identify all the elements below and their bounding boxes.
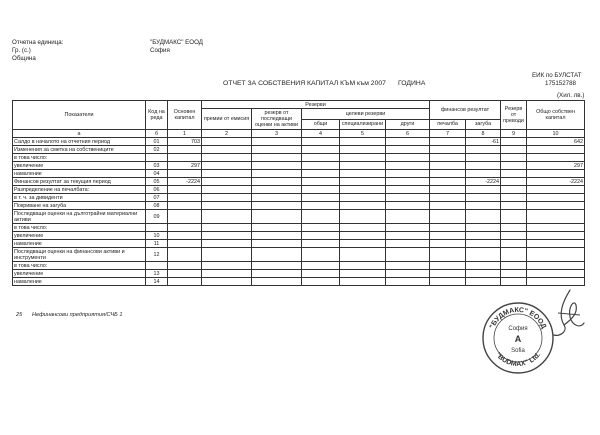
cell-general — [302, 178, 340, 186]
num-2: 2 — [202, 130, 252, 138]
table-row — [13, 240, 585, 248]
table-row — [13, 232, 585, 240]
cell-code: 04 — [146, 170, 168, 178]
cell-capital — [168, 154, 202, 162]
table-row — [13, 178, 585, 186]
cell-code: 14 — [146, 278, 168, 286]
cell-loss — [466, 194, 501, 202]
cell-loss — [466, 162, 501, 170]
cell-specialized — [340, 210, 386, 224]
num-a: а — [13, 130, 146, 138]
cell-profit — [430, 278, 466, 286]
cell-label: Покриване на загуба — [13, 202, 146, 210]
cell-capital — [168, 186, 202, 194]
cell-revaluation — [252, 232, 302, 240]
table-row — [13, 154, 585, 162]
city-value: София — [150, 47, 170, 54]
cell-label: в това число: — [13, 154, 146, 162]
report-title-suffix: ГОДИНА — [398, 80, 426, 87]
table-row — [13, 194, 585, 202]
cell-general — [302, 138, 340, 146]
cell-revaluation — [252, 154, 302, 162]
cell-code: 10 — [146, 232, 168, 240]
signature — [540, 285, 590, 345]
cell-revaluation — [252, 138, 302, 146]
table-row — [13, 262, 585, 270]
cell-code: 11 — [146, 240, 168, 248]
cell-capital — [168, 146, 202, 154]
cell-specialized — [340, 240, 386, 248]
cell-specialized — [340, 224, 386, 232]
cell-transfer — [501, 210, 527, 224]
cell-revaluation — [252, 186, 302, 194]
cell-label: Финансов резултат за текущия период — [13, 178, 146, 186]
cell-transfer — [501, 138, 527, 146]
cell-label: намаление — [13, 240, 146, 248]
col-profit: печалба — [430, 119, 466, 130]
cell-total — [527, 154, 585, 162]
city-label: Гр. (с.) — [12, 47, 31, 54]
col-reserves: Резерви — [202, 101, 430, 109]
cell-profit — [430, 248, 466, 262]
cell-general — [302, 146, 340, 154]
cell-transfer — [501, 224, 527, 232]
stamp-letter: A — [514, 334, 522, 344]
cell-total — [527, 224, 585, 232]
cell-loss — [466, 278, 501, 286]
cell-profit — [430, 202, 466, 210]
cell-premium — [202, 202, 252, 210]
cell-code: 06 — [146, 186, 168, 194]
cell-loss: -2224 — [466, 178, 501, 186]
cell-capital — [168, 262, 202, 270]
cell-general — [302, 170, 340, 178]
num-4: 4 — [302, 130, 340, 138]
numbering-row — [13, 130, 585, 138]
table-row — [13, 146, 585, 154]
table-row — [13, 170, 585, 178]
cell-specialized — [340, 194, 386, 202]
table-row — [13, 202, 585, 210]
cell-code: 02 — [146, 146, 168, 154]
col-code: Код на реда — [146, 101, 168, 130]
cell-loss — [466, 202, 501, 210]
table-row — [13, 138, 585, 146]
cell-transfer — [501, 170, 527, 178]
unit-value: "БУДМАКС" ЕООД — [150, 39, 203, 46]
cell-transfer — [501, 194, 527, 202]
cell-capital: 703 — [168, 138, 202, 146]
cell-premium — [202, 194, 252, 202]
cell-profit — [430, 138, 466, 146]
cell-other — [386, 210, 430, 224]
cell-specialized — [340, 202, 386, 210]
cell-code: 13 — [146, 270, 168, 278]
cell-capital — [168, 224, 202, 232]
cell-transfer — [501, 202, 527, 210]
municipality-label: Община — [12, 55, 36, 62]
cell-transfer — [501, 146, 527, 154]
cell-premium — [202, 162, 252, 170]
cell-total — [527, 170, 585, 178]
cell-profit — [430, 210, 466, 224]
cell-code: 01 — [146, 138, 168, 146]
cell-transfer — [501, 262, 527, 270]
num-3: 3 — [252, 130, 302, 138]
cell-loss — [466, 186, 501, 194]
cell-general — [302, 262, 340, 270]
cell-label: Салдо в началото на отчетния период — [13, 138, 146, 146]
cell-profit — [430, 194, 466, 202]
cell-code: 12 — [146, 248, 168, 262]
cell-loss — [466, 154, 501, 162]
cell-total — [527, 270, 585, 278]
num-10: 10 — [527, 130, 585, 138]
cell-label: увеличение — [13, 232, 146, 240]
table-row — [13, 278, 585, 286]
cell-specialized — [340, 232, 386, 240]
cell-loss — [466, 248, 501, 262]
cell-other — [386, 154, 430, 162]
col-indicators: Показатели — [13, 101, 146, 130]
cell-capital — [168, 240, 202, 248]
cell-profit — [430, 262, 466, 270]
cell-other — [386, 146, 430, 154]
cell-general — [302, 154, 340, 162]
cell-total — [527, 202, 585, 210]
table-row — [13, 186, 585, 194]
cell-general — [302, 232, 340, 240]
cell-code: 09 — [146, 210, 168, 224]
cell-total — [527, 146, 585, 154]
cell-profit — [430, 240, 466, 248]
col-revaluation: резерв от последващи оценки на активи — [252, 109, 302, 130]
cell-label: в това число: — [13, 224, 146, 232]
cell-premium — [202, 186, 252, 194]
cell-code: 08 — [146, 202, 168, 210]
cell-loss — [466, 270, 501, 278]
cell-capital — [168, 194, 202, 202]
cell-loss — [466, 262, 501, 270]
cell-premium — [202, 138, 252, 146]
cell-specialized — [340, 138, 386, 146]
cell-label: Последващи оценки на финансови активи и инструменти — [13, 248, 146, 262]
cell-capital: 297 — [168, 162, 202, 170]
cell-label: в т. ч. за дивиденти — [13, 194, 146, 202]
cell-label: Изменения за сметка на собствениците — [13, 146, 146, 154]
cell-other — [386, 248, 430, 262]
cell-premium — [202, 270, 252, 278]
cell-profit — [430, 186, 466, 194]
cell-general — [302, 202, 340, 210]
cell-transfer — [501, 248, 527, 262]
cell-specialized — [340, 162, 386, 170]
cell-premium — [202, 278, 252, 286]
cell-capital — [168, 202, 202, 210]
cell-transfer — [501, 162, 527, 170]
cell-other — [386, 240, 430, 248]
num-5: 5 — [340, 130, 386, 138]
cell-loss — [466, 146, 501, 154]
col-total: Общо собствен капитал — [527, 101, 585, 130]
footer-text: Нефинансови предприятия/СЧБ 1 — [32, 312, 123, 318]
cell-label: увеличение — [13, 270, 146, 278]
cell-general — [302, 224, 340, 232]
cell-loss — [466, 224, 501, 232]
cell-label: намаление — [13, 170, 146, 178]
num-8: 8 — [466, 130, 501, 138]
cell-total: 297 — [527, 162, 585, 170]
col-capital: Основен капитал — [168, 101, 202, 130]
cell-total: -2224 — [527, 178, 585, 186]
col-general: общи — [302, 119, 340, 130]
header-row-1 — [13, 101, 585, 109]
cell-transfer — [501, 278, 527, 286]
stamp-latin-city: Sofia — [511, 348, 525, 354]
cell-code — [146, 262, 168, 270]
col-loss: загуба — [466, 119, 501, 130]
cell-capital — [168, 270, 202, 278]
cell-label: Последващи оценки на дълготрайни материални активи — [13, 210, 146, 224]
cell-other — [386, 224, 430, 232]
cell-general — [302, 162, 340, 170]
cell-other — [386, 170, 430, 178]
cell-loss: -61 — [466, 138, 501, 146]
cell-capital — [168, 170, 202, 178]
cell-other — [386, 262, 430, 270]
cell-total — [527, 262, 585, 270]
cell-specialized — [340, 186, 386, 194]
cell-general — [302, 240, 340, 248]
cell-other — [386, 194, 430, 202]
cell-profit — [430, 232, 466, 240]
stamp-city: София — [508, 326, 528, 332]
currency-label: (Хил. лв.) — [557, 92, 585, 99]
cell-total — [527, 210, 585, 224]
cell-revaluation — [252, 278, 302, 286]
cell-premium — [202, 248, 252, 262]
cell-label: в това число: — [13, 262, 146, 270]
num-1: 1 — [168, 130, 202, 138]
cell-capital — [168, 210, 202, 224]
cell-total — [527, 194, 585, 202]
col-fin-result: финансов резултат — [430, 101, 501, 120]
cell-loss — [466, 240, 501, 248]
cell-transfer — [501, 240, 527, 248]
col-other: други — [386, 119, 430, 130]
cell-profit — [430, 170, 466, 178]
cell-code — [146, 224, 168, 232]
cell-other — [386, 232, 430, 240]
cell-premium — [202, 178, 252, 186]
cell-other — [386, 202, 430, 210]
cell-capital: -2224 — [168, 178, 202, 186]
num-9: 9 — [501, 130, 527, 138]
cell-revaluation — [252, 194, 302, 202]
cell-specialized — [340, 146, 386, 154]
cell-revaluation — [252, 178, 302, 186]
cell-transfer — [501, 232, 527, 240]
num-b: б — [146, 130, 168, 138]
cell-other — [386, 162, 430, 170]
cell-code — [146, 154, 168, 162]
cell-other — [386, 186, 430, 194]
cell-revaluation — [252, 262, 302, 270]
cell-total: 642 — [527, 138, 585, 146]
cell-loss — [466, 210, 501, 224]
cell-premium — [202, 262, 252, 270]
cell-specialized — [340, 270, 386, 278]
cell-other — [386, 270, 430, 278]
equity-report-table — [12, 100, 585, 286]
cell-label: увеличение — [13, 162, 146, 170]
col-target: целеви резерви — [302, 109, 430, 120]
cell-loss — [466, 170, 501, 178]
stamp-top-text: "БУДМАКС" ЕООД — [488, 306, 548, 330]
cell-general — [302, 210, 340, 224]
num-7: 7 — [430, 130, 466, 138]
col-specialized: специализирани — [340, 119, 386, 130]
cell-general — [302, 194, 340, 202]
eik-label: ЕИК по БУЛСТАТ — [532, 72, 582, 79]
cell-general — [302, 278, 340, 286]
cell-transfer — [501, 186, 527, 194]
cell-loss — [466, 232, 501, 240]
cell-premium — [202, 210, 252, 224]
cell-transfer — [501, 154, 527, 162]
cell-premium — [202, 240, 252, 248]
cell-specialized — [340, 262, 386, 270]
cell-profit — [430, 224, 466, 232]
cell-revaluation — [252, 224, 302, 232]
cell-specialized — [340, 278, 386, 286]
cell-other — [386, 278, 430, 286]
cell-other — [386, 138, 430, 146]
cell-label: намаление — [13, 278, 146, 286]
cell-capital — [168, 248, 202, 262]
cell-premium — [202, 232, 252, 240]
cell-revaluation — [252, 248, 302, 262]
cell-total — [527, 248, 585, 262]
cell-total — [527, 232, 585, 240]
page-number: 25 — [16, 312, 23, 318]
table-row — [13, 210, 585, 224]
cell-profit — [430, 146, 466, 154]
cell-revaluation — [252, 170, 302, 178]
cell-specialized — [340, 178, 386, 186]
col-premium: премии от емисия — [202, 109, 252, 130]
cell-profit — [430, 270, 466, 278]
eik-value: 175152788 — [545, 80, 576, 87]
cell-capital — [168, 278, 202, 286]
table-row — [13, 224, 585, 232]
stamp-bottom-text: "BUDMAX" Ltd. — [493, 351, 543, 369]
cell-premium — [202, 170, 252, 178]
cell-code: 05 — [146, 178, 168, 186]
cell-code: 03 — [146, 162, 168, 170]
num-6: 6 — [386, 130, 430, 138]
cell-premium — [202, 146, 252, 154]
cell-transfer — [501, 270, 527, 278]
cell-general — [302, 186, 340, 194]
cell-general — [302, 270, 340, 278]
cell-code: 07 — [146, 194, 168, 202]
cell-transfer — [501, 178, 527, 186]
cell-total — [527, 240, 585, 248]
cell-revaluation — [252, 270, 302, 278]
table-row — [13, 270, 585, 278]
cell-profit — [430, 154, 466, 162]
cell-specialized — [340, 170, 386, 178]
cell-specialized — [340, 248, 386, 262]
cell-premium — [202, 154, 252, 162]
cell-total — [527, 186, 585, 194]
cell-revaluation — [252, 202, 302, 210]
cell-revaluation — [252, 162, 302, 170]
cell-specialized — [340, 154, 386, 162]
cell-revaluation — [252, 210, 302, 224]
cell-general — [302, 248, 340, 262]
cell-label: Разпределение на печалбата: — [13, 186, 146, 194]
col-transfer: Резерв от преводи — [501, 101, 527, 130]
cell-other — [386, 178, 430, 186]
table-row — [13, 248, 585, 262]
cell-capital — [168, 232, 202, 240]
report-title: ОТЧЕТ ЗА СОБСТВЕНИЯ КАПИТАЛ КЪМ към 2007 — [223, 80, 386, 87]
cell-profit — [430, 162, 466, 170]
cell-premium — [202, 224, 252, 232]
cell-profit — [430, 178, 466, 186]
table-body — [13, 138, 585, 286]
cell-revaluation — [252, 240, 302, 248]
table-row — [13, 162, 585, 170]
unit-label: Отчетна единица: — [12, 39, 64, 46]
cell-revaluation — [252, 146, 302, 154]
